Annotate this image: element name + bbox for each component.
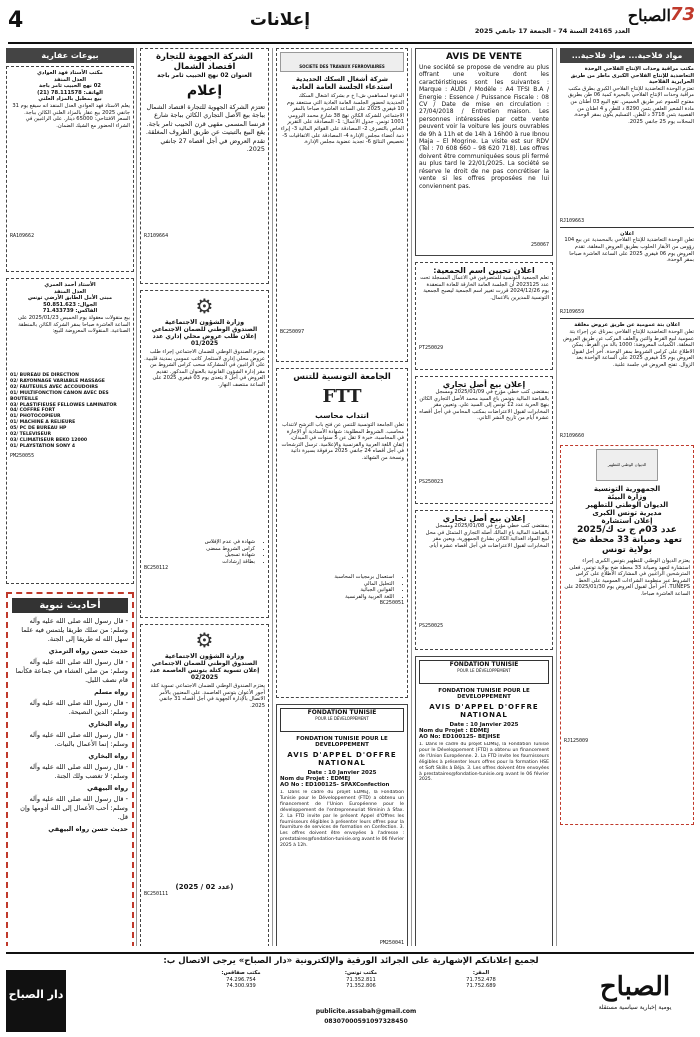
avis-title: AVIS DE VENTE [446, 52, 522, 62]
fondation2-avis: AVIS D'APPEL D'OFFRE NATIONAL [429, 703, 539, 719]
agri-ad3-title: اعلان بتة عمومية عن طريق عروض مغلقة [574, 322, 680, 329]
notary-item: 01/ PHOTOCOPIEUR [10, 414, 61, 420]
fondation2-body: 1. Dans le cadre du projet EDMEJ, la Fondation Tunisie pour le Développement (FTD) a obtenu un financement de l'Union Européenne. 2. La FTD invite les fournisseurs éligibles à présenter leurs offres pour la formation HSE et Soft Skills à Béja. 3. Les offres doivent être envoyées à prestataires@fondation-tunisie.org avant le 06 février 2025. [419, 742, 549, 783]
fondation2-date: Date : 10 Janvier 2025 [449, 722, 519, 728]
fondation-avis: AVIS D'APPEL D'OFFRE NATIONAL [287, 751, 397, 767]
regional-title: الشركة الجهوية للتجارة [156, 52, 253, 62]
agri-divider-2 [560, 318, 694, 319]
cnss2-body: يعتزم الصندوق الوطني للضمان الاجتماعي تسوية كتلة أجور الأعوان بتونس العاصمة. على المعنيين بالأمر الاتصال بالإدارة الجهوية في أجل أقصاه 31 جانفي 2025. [150, 683, 265, 709]
footer-logo-left [6, 970, 66, 1032]
cnss-ref: BC250112 [144, 565, 169, 572]
regional-heading: إعلام [186, 83, 223, 99]
office-hq-phone: 71.752.478 [466, 976, 496, 983]
fondation2-no: AO No: ED100125- BEJHSE [419, 734, 501, 740]
hadith-text: - قال رسول الله صلى الله عليه وآله وسلم: من صلى العشاء في جماعة فكأنما قام نصف الليل. [15, 658, 128, 684]
cnss-list-item: • كراس الشروط ممضى [144, 546, 255, 553]
office-tunis-fax: 71.352.806 [346, 983, 376, 990]
regional-address: العنوان 02 نهج الحبيب ثامر باجة [157, 72, 252, 79]
cnss-title: وزارة الشؤون الاجتماعية [164, 318, 245, 326]
hadith-text: - قال رسول الله صلى الله عليه وآله وسلم: إنما الأعمال بالنيات. [29, 731, 128, 748]
realestate-ref: RA109662 [10, 232, 35, 239]
onas-ad [560, 445, 694, 825]
realestate-phone: الهاتف: 78.111578 (21) [37, 89, 103, 96]
agri-title-bar: مواد فلاحية... مواد فلاحية... [560, 48, 694, 63]
notary-sub: العدل المنفذ [53, 288, 86, 295]
avis-body: Une société se propose de vendre au plus offrant une voiture dont les caractéristiques sont les suivantes : Marque : AUDI / Modèle : A4 TFSI B.A / Energie : Essence / Puissance Fiscale : 08 CV / Date de mise en circulation : 27/04/2018 / Entretien maison. Les personnes intéressées par cette vente peuvent voir la voiture les jours ouvrables de 9h à 11h et de 14h à 16h00 à rue Ibnou Maja – El Mogrine. La visite est sur RDV (Tel : 70 608 660 – 98 620 718). Les offres doivent être communiquées sous pli fermé au plus tard le 22/01/2025. La société se réserve le droit de ne pas concrétiser la vente si les offres proposées ne lui conviennent pas. [419, 64, 549, 190]
ftt-list-item: • القوانين الجبائية [280, 587, 394, 594]
onas-title: الجمهورية التونسية [593, 484, 661, 493]
realestate-title-bar: بيوعات عقارية [6, 48, 134, 63]
hadith-text: - قال رسول الله صلى الله عليه وآله وسلم: لا تغضب ولك الجنة. [29, 763, 128, 780]
notary-title: الأستاذ أحمد العمري [44, 282, 96, 288]
realestate-ad [6, 66, 134, 272]
agri-ad2-title: اعلان [620, 230, 634, 237]
fondation-ref: PM250041 [379, 940, 404, 946]
fondation-logo-line1: FONDATION TUNISIE [307, 709, 377, 716]
cnss2-title: وزارة الشؤون الاجتماعية [164, 652, 245, 660]
hadith-text: - قال رسول الله صلى الله عليه وآله وسلم: الدين النصيحة. [29, 699, 128, 716]
notary-item: 05/ PC DE BUREAU HP [10, 426, 67, 432]
cnss-ad [140, 290, 269, 618]
ftt-list [280, 574, 404, 600]
cnss2-ad [140, 624, 269, 946]
ftt-list-item: • التحليل المالي [280, 581, 394, 588]
notary-item: 03/ CLIMATISEUR BEKO 12000 [10, 437, 88, 443]
header-logo [605, 4, 695, 38]
sale2-ad [415, 510, 553, 650]
onas-sub7: بولاية تونس [602, 544, 652, 555]
notary-item: 01/ MACHINE A RELIEURE [10, 420, 76, 426]
agri-ad2-body: تعلن الوحدة التعاضدية للإنتاج الفلاحي بالمحمدية عن بيع 104 رؤوس من الأبقار الحلوب بطريق العروض المغلقة. تقدم العروض يوم 06 فيفري 2025 على الساعة العاشرة صباحا بمقر الوحدة. [564, 237, 694, 264]
fondation-proj: Nom du Projet : EDMEJ [280, 776, 351, 782]
hadith-source: حديث حسن رواه الترمذي [48, 647, 128, 655]
page-number: 4 [8, 8, 24, 33]
ftt-ref: BC250051 [379, 600, 404, 607]
cnss2-foot: (عدد 02 / 2025) [175, 883, 234, 891]
notary-item: 04/ COFFRE FORT [10, 408, 56, 414]
fondation2-title: FONDATION TUNISIE POUR LE DEVELOPPEMENT [438, 688, 530, 700]
regional-body: تعتزم الشركة الجهوية للتجارة اقتصاد الشمال بباجة بيع الأصل التجاري الكائن بباجة شارع فرنسا المسمى مقهى قرن الحبيب ثامر باجة. يقع البيع بالتبتيت عن طريق الظروف المغلقة. تقدم العروض في أجل أقصاه 27 جانفي 2025. [145, 103, 265, 154]
cnss2-sub2: إعلان تسوية كتلة بتونس العاصمة عدد 02/2025 [149, 667, 260, 681]
notary-ref: PM250055 [10, 452, 35, 459]
realestate-office2: العدل المنفذ [53, 76, 86, 83]
column-regional [140, 48, 269, 946]
onas-sub5: عدد 03م ج ت ك/2025 [577, 524, 677, 535]
hadith-source: رواه البخاري [88, 720, 128, 728]
cnss-sub2: إعلان طلب عروض محلي إداري عدد 01/2025 [152, 333, 257, 347]
fondation2-logo-line2: POUR LE DÉVELOPPEMENT [457, 668, 511, 673]
cnss-list-item: • بطاقة إرشادات [144, 559, 255, 566]
hadith-title: أحاديث نبوية [12, 598, 128, 613]
column-left [6, 48, 134, 946]
assoc-title: اعلان تحيين اسم الجمعية: [433, 266, 535, 275]
agri-ad3-ref: RJ109660 [560, 432, 585, 439]
cotrafo-company-fr: SOCIETE DES TRAVAUX FERROVIAIRES [299, 64, 385, 69]
notary-phone: الجوال: 50.851.623 [43, 301, 97, 308]
header-divider [8, 42, 692, 44]
agri-ad2-ref: RJ109659 [560, 309, 585, 316]
avis-vente-ad [415, 48, 553, 256]
cnss-list [144, 539, 265, 565]
ftt-list-item: • استعمال برمجيات المحاسبة [280, 574, 394, 581]
fondation-logo [280, 708, 404, 732]
footer-divider [6, 952, 694, 954]
realestate-body: يعلم الأستاذ فهد العوادي العدل المنفذ أنه سيقع يوم 31 جانفي 2025 بيع عقار بالمزاد العلني الكائن بباجة. السعر الافتتاحي: 65000 دينار. على الراغبين في الشراء الحضور مع الشيك الضمان. [12, 102, 130, 129]
notary-item: 02/ RAYONNAGE VARIABLE MASSAGE [10, 378, 105, 384]
logo-text: الصباح [627, 6, 671, 25]
footer-slogan: يومية إخبارية سياسية مستقلة [598, 1004, 672, 1011]
col-divider-2 [411, 48, 412, 946]
fondation2-ad [415, 656, 553, 946]
onas-sub3: مديرية تونس الكبرى [592, 508, 662, 517]
onas-sub4: إعلان استشارة [601, 516, 653, 525]
fondation-ad [276, 704, 408, 946]
fondation-body: 1. Dans le cadre du projet EDMEJ, la Fondation Tunisie pour le Développement (FTD) a obtenu un financement de l'Union Européenne pour le développement de l'entrepreneuriat féminin à Sfax. 2. La FTD invite par le présent Appel d'Offres les fournisseurs éligibles à présenter leurs offres pour la fourniture de services de formation en Confection. 3. Les offres doivent être envoyées à l'adresse : prestataires@fondation-tunisie.org avant le 06 février 2025 à 12h. [280, 790, 404, 849]
agri-ad1-ref: RJ109663 [560, 217, 585, 224]
office-sfax-fax: 74.300.939 [226, 983, 256, 990]
cnss-list-item: • شهادة في عدم الإفلاس [144, 539, 255, 546]
fondation-logo-line2: POUR LE DÉVELOPPEMENT [315, 716, 369, 721]
cnss-body: يعتزم الصندوق الوطني للضمان الاجتماعي إجراء طلب عروض محلي إداري لاستئجار كاتب عمومي بمدينة قليبية. على الراغبين في المشاركة سحب كراس الشروط من مقر إدارة الشؤون القانونية بالعنوان المذكور. تقديم العروض في أجل لا يتعدى يوم 03 فيفري 2025 على الساعة منتصف النهار. [144, 349, 265, 388]
sale2-body: بمقتضى كتب خطي مؤرخ في 2025/01/08 ومسجل بالقباضة المالية باع المالك أصله التجاري المتمثل في محل لبيع المواد الغذائية الكائن بشارع الجمهورية. ويعين مقر المخابرات لقبول الاعتراضات في أجل أقصاه عشرة أيام. [425, 523, 549, 549]
fondation-title: FONDATION TUNISIE POUR LE DEVELOPPEMENT [296, 736, 388, 748]
sale1-ad [415, 376, 553, 504]
onas-sub1: وزارة البيئة [607, 492, 647, 501]
notary-ad [6, 278, 134, 584]
office-tunis-phone: 71.352.811 [346, 976, 376, 983]
realestate-office: مكتب الأستاذ فهد العوادي [37, 70, 103, 76]
notary-items [10, 373, 130, 450]
cnss-list-item: • شهادة تسجيل [144, 552, 255, 559]
agri-divider-1 [560, 227, 694, 228]
hadith-source: رواه البخاري [88, 752, 128, 760]
logo-number: 73 [669, 4, 695, 25]
column-agri [560, 48, 694, 946]
notary-addr: مبنى الأمل الطابق الأرضي تونس [27, 295, 113, 302]
footer-rib: 08307000591097328450 [324, 1018, 408, 1025]
regional-ref: RJ109664 [144, 233, 169, 239]
footer-email[interactable]: publicite.assabah@gmail.com [315, 1008, 417, 1015]
footer-office-tunis [306, 970, 416, 990]
onas-sub2: الديوان الوطني للتطهير [585, 500, 669, 509]
agri-ad3-body: تعلن الوحدة التعاضدية للإنتاج الفلاحي بمرناق عن إجراء بتة عمومية لبيع القرط والتبن والعلف المركب عن طريق العروض المغلقة. الكميات المعروضة: 1000 بالة من القرط. يمكن الاطلاع على كراس الشروط بمقر الوحدة. آخر أجل لقبول العروض يوم 15 فيفري 2025 على الساعة الواحدة بعد الزوال. تفتح العروض في جلسة علنية. [562, 328, 694, 368]
office-hq-label: المقر: [472, 970, 490, 976]
column-avis [415, 48, 553, 946]
col-divider-3 [272, 48, 273, 946]
onas-logo [596, 449, 658, 481]
ftt-ad [276, 368, 408, 698]
ftt-title: الجامعة التونسية للتنس [293, 372, 391, 382]
notary-body: بيع منقولات معقولة يوم الخميس 2025/01/23 على الساعة العاشرة صباحا بمقر الشركة الكائن بالمنطقة الصناعية. المنقولات المعروضة للبيع: [17, 314, 130, 335]
col-divider-4 [136, 48, 137, 946]
column-cotrafo [276, 48, 408, 946]
fondation2-logo [419, 660, 549, 684]
office-sfax-phone: 74.296.754 [226, 976, 256, 983]
fondation-no: AO No : ED100125- SFAXConfection [280, 782, 390, 788]
assoc-ref: PT250029 [419, 345, 444, 351]
office-hq-fax: 71.752.689 [466, 983, 496, 990]
cnss-logo-icon: ⚙ [195, 294, 214, 318]
onas-logo-label: الديوان الوطني للتطهير [607, 462, 647, 468]
sale2-title: إعلان بيع أصل تجاري [442, 514, 526, 523]
issue-info: العدد 24165 السنة 74 - الجمعة 17 جانفي 2025 [474, 27, 630, 35]
cnss2-logo-icon: ⚙ [195, 628, 214, 652]
notary-fax: الفاكس: 71.433739 [42, 308, 98, 315]
hadith-source: رواه البيهقي [87, 784, 128, 792]
realestate-addr: 02 نهج الحبيب ثامر باجة [39, 83, 101, 90]
cotrafo-ref: BC250097 [280, 329, 305, 335]
office-sfax-label: مكتب صفاقس: [221, 970, 261, 976]
footer-brand: الصباح [599, 972, 671, 1002]
office-tunis-label: مكتب تونس: [344, 970, 378, 976]
col-divider-1 [556, 48, 557, 946]
fondation-date: Date : 10 Janvier 2025 [307, 770, 377, 776]
cnss2-sub: الصندوق الوطني للضمان الاجتماعي [151, 660, 258, 667]
sale1-title: إعلان بيع أصل تجاري [442, 380, 526, 389]
agri-ad1-body: تعتزم الوحدة التعاضدية للإنتاج الفلاحي الكبرى بطرق مكتب مراقبة وحدات الإنتاج الفلاحي بالبحيرة كمية 06 طن بطريق مفتوح للعموم عبر طريق الخميس. تقع البيع 03 أطنان من مادة الشعير العلفي بثمن 8290 د للطن و 4 اطنان من القصيبة بثمن 3718 د للطن. التسليم يكون بمقر الوحدة. المحلات يوم 25 جانفي 2025. [568, 85, 694, 125]
assoc-body: تعلم الجمعية التونسية للمتصرفين في الأعمال المسجلة تحت عدد 2023125 أن الجلسة العامة الخارقة للعادة المنعقدة يوم 2024/12/26 قررت تغيير اسم الجمعية ليصبح الجمعية التونسية للمديرين بالاعمال. [420, 275, 549, 301]
notary-item: 02/ TELEVISEUR [10, 432, 51, 438]
cnss-sub: الصندوق الوطني للضمان الاجتماعي [151, 326, 258, 333]
notary-item: 03/ PLASTIFIEUSE FELLOWES LAMINATOR [10, 402, 117, 408]
notary-item: 02/ FAUTEUILS AVEC ACCOUDOIRS [10, 384, 99, 390]
notary-item: 01/ MULTIFONCTION CANON AVEC DES BOUTEILLE [10, 390, 109, 402]
footer-headline: لجميع إعلاناتكم الإشهارية على الجرائد الورقية والإلكترونية «دار الصباح» يرجى الاتصال ب: [163, 956, 539, 966]
sale2-ref: PS250025 [419, 623, 444, 629]
ftt-logo: FTT [322, 386, 362, 407]
hadith-box [6, 592, 134, 946]
assoc-ad [415, 262, 553, 370]
hadith-text: - قال رسول الله صلى الله عليه وآله وسلم: أحب الأعمال إلى الله أدومها وإن قل. [20, 795, 128, 821]
footer-office-hq [426, 970, 536, 990]
cotrafo-body: الدعوة لمساهمي ش.أ خ م بشركة أشغال السكك الحديدية لحضور الجلسة العامة العادية التي ستنعقد يوم 10 فيفري 2025 على الساعة العاشرة صباحا بالمقر الاجتماعي للشركة الكائن نهج 38 شارع محمد البرومي 1001 تونس. جدول الأعمال: 1- المصادقة على التقرير الخاص بالتصرف 2- المصادقة على القوائم المالية 3- إبراء ذمة أعضاء مجلس الإدارة 4- المصادقة على الاتفاقيات 5- تخصيص النتائج 6- تجديد عضوية مجلس الإدارة. [280, 93, 404, 146]
avis-ref: 250067 [530, 242, 549, 248]
ftt-sub: انتداب محاسب [315, 411, 369, 420]
footer-brand2: دار الصباح [8, 988, 64, 1001]
notary-item: 01/ BUREAU DE DIRECTION [10, 372, 80, 378]
ftt-list-item: • اللغة العربية والفرنسية [280, 594, 394, 601]
notary-item: 01/ PLAYSTATION SONY 4 [10, 443, 76, 449]
realestate-type: بيع بمطبل بالمزاد العلني [38, 96, 102, 103]
fondation2-proj: Nom du Projet : EDMEJ [419, 728, 490, 734]
hadith-source: حديث حسن رواه البيهقي [48, 825, 128, 833]
cotrafo-logo [280, 52, 404, 72]
sale1-body: بمقتضى كتب خطي مؤرخ في 2025/01/09 ومسجل بالقباضة المالية بتونس باع السيد محمد الأصل التجاري الكائن بنهج الحرية عدد 12 تونس إلى السيد علي. وتعيين مقر المخابرات لقبول الاعتراضات بمكتب المحامي في أجل أقصاه عشرة أيام من تاريخ النشر الثاني. [419, 389, 549, 422]
sale1-ref: PS250023 [419, 479, 444, 485]
onas-ref: RJ125009 [564, 737, 589, 744]
footer-logo-right [576, 970, 694, 1032]
cotrafo-company-ar: شركة أشغال السكك الحديدية [295, 75, 389, 83]
cotrafo-ad [276, 48, 408, 362]
section-title: إعلانات [249, 10, 311, 30]
regional-ad [140, 48, 269, 284]
onas-sub6: تعهد وصيانة 33 محطة ضخ [572, 534, 682, 545]
cnss2-ref: BC250111 [144, 891, 169, 897]
onas-body: يعتزم الديوان الوطني للتطهير بتونس الكبرى إجراء استشارة لتعهد وصيانة 33 محطة ضخ بولاية تونس. فعلى المترشحين الراغبين في المشاركة الاطلاع على كراس الشروط عبر منظومة الشراءات العمومية على الخط TUNEPS. آخر أجل لقبول العروض يوم 2025/01/30 على الساعة العاشرة صباحا. [564, 557, 690, 597]
page-header [0, 0, 700, 42]
hadith-text: - قال رسول الله صلى الله عليه وآله وسلم: من سلك طريقا يلتمس فيه علما سهل الله له طريقا إلى الجنة. [21, 617, 128, 643]
footer [6, 956, 694, 1034]
footer-office-sfax [186, 970, 296, 990]
cotrafo-title: استدعاء الجلسة العامة العادية [291, 83, 393, 91]
ftt-body: تعلن الجامعة التونسية للتنس عن فتح باب الترشح لانتداب محاسب. الشروط المطلوبة: شهادة الأستاذية أو الإجازة في المحاسبة، خبرة لا تقل عن 5 سنوات في الميدان، إتقان اللغة العربية والفرنسية والإعلامية. ترسل الترشحات في أجل أقصاه 24 جانفي 2025 مرفوقة بسيرة ذاتية ونسخة من الشهائد. [281, 422, 404, 461]
regional-title2: اقتصاد الشمال [173, 62, 236, 72]
fondation2-logo-line1: FONDATION TUNISIE [449, 661, 519, 668]
hadith-source: رواه مسلم [94, 688, 128, 696]
agri-ad1-title: مكتب مراقبة وحدات الإنتاج الفلاحي الوحدة التعاضدية للإنتاج الفلاحي الكبرى ماطر من طريق الحرايرية الفلاحية [570, 66, 694, 86]
